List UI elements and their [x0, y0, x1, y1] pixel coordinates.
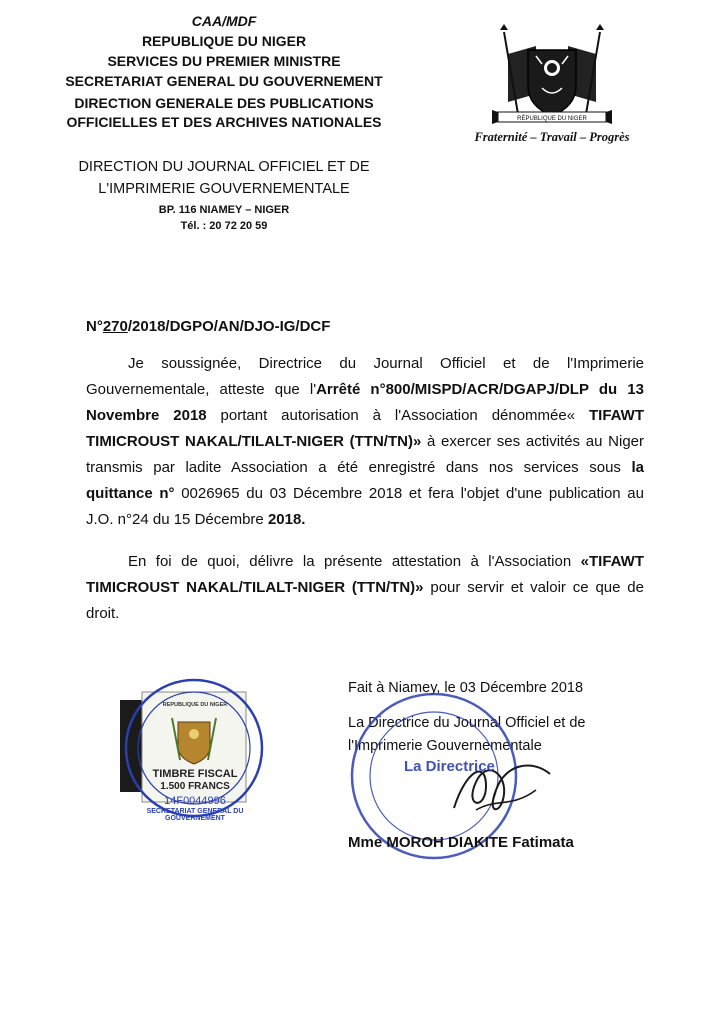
- place-and-date: Fait à Niamey, le 03 Décembre 2018: [348, 680, 584, 696]
- header-phone: Tél. : 20 72 20 59: [180, 220, 268, 232]
- p2-text-1: En foi de quoi, délivre la présente attestation à l'Association: [128, 553, 581, 570]
- p1-text-3: à exercer ses activités au Niger transmis par ladite Association a été enregistré dans nos services sous: [86, 433, 644, 476]
- header-officielles: OFFICIELLES ET DES ARCHIVES NATIONALES: [66, 114, 382, 130]
- fiscal-stamp-republic: REPUBLIQUE DU NIGER: [162, 702, 228, 708]
- reference-number: [86, 318, 330, 335]
- fiscal-stamp: [112, 672, 272, 822]
- header-services: SERVICES DU PREMIER MINISTRE: [107, 53, 341, 69]
- reference-suffix: /2018/DGPO/AN/DJO-IG/DCF: [127, 318, 331, 335]
- p1-year: 2018.: [267, 511, 306, 528]
- p1-text-1: Je soussignée, Directrice du Journal Officiel et de l'Imprimerie Gouvernementale, atteste que l': [86, 355, 644, 398]
- coat-of-arms: [478, 24, 626, 128]
- signatory-title-1: La Directrice du Journal Officiel et de: [348, 715, 586, 731]
- reference-serial: 270: [102, 318, 128, 335]
- reference-prefix: N°: [86, 318, 103, 335]
- header-secretariat: SECRETARIAT GENERAL DU GOUVERNEMENT: [65, 73, 383, 89]
- header-direction-generale: DIRECTION GENERALE DES PUBLICATIONS: [74, 95, 374, 111]
- fiscal-stamp-serial: 14F0044996: [164, 795, 226, 807]
- ref-code: CAA/MDF: [191, 13, 257, 29]
- p1-decree-ref: Arrêté n°800/MISPD/ACR/DGAPJ/DLP du 13 Novembre 2018: [86, 381, 644, 424]
- header-imprimerie: L'IMPRIMERIE GOUVERNEMENTALE: [98, 181, 350, 197]
- p2-text-2: pour servir et valoir ce que de droit.: [86, 579, 644, 622]
- emblem-motto: Fraternité – Travail – Progrès: [474, 130, 630, 144]
- attestation-paragraph: [86, 351, 644, 533]
- closing-paragraph: [86, 549, 644, 627]
- fiscal-stamp-seal-text: SECRETARIAT GENERAL DU GOUVERNEMENT: [146, 808, 244, 822]
- p1-text-2: portant autorisation à l'Association dénommée«: [206, 407, 589, 424]
- emblem-banner: RÉPUBLIQUE DU NIGER: [517, 116, 587, 122]
- p2-association-name: «TIFAWT TIMICROUST NAKAL/TILALT-NIGER (TTN/TN)»: [86, 553, 644, 596]
- fiscal-stamp-amount: 1.500 FRANCS: [160, 781, 230, 792]
- p1-receipt-label: la quittance n°: [86, 459, 644, 502]
- p1-association-name: TIFAWT TIMICROUST NAKAL/TILALT-NIGER (TTN/TN)»: [86, 407, 644, 450]
- fiscal-stamp-label: TIMBRE FISCAL: [152, 768, 238, 780]
- official-seal-center-text: La Directrice: [404, 758, 495, 775]
- signatory-name: Mme MOROH DIAKITE Fatimata: [348, 834, 574, 851]
- p1-text-4: 0026965 du 03 Décembre 2018 et fera l'objet d'une publication au J.O. n°24 du 15 Décembre: [86, 485, 644, 528]
- header-republic: REPUBLIQUE DU NIGER: [141, 33, 307, 49]
- header-direction-journal: DIRECTION DU JOURNAL OFFICIEL ET DE: [78, 159, 370, 175]
- header-address: BP. 116 NIAMEY – NIGER: [158, 204, 290, 216]
- signatory-title-2: l'Imprimerie Gouvernementale: [348, 738, 542, 754]
